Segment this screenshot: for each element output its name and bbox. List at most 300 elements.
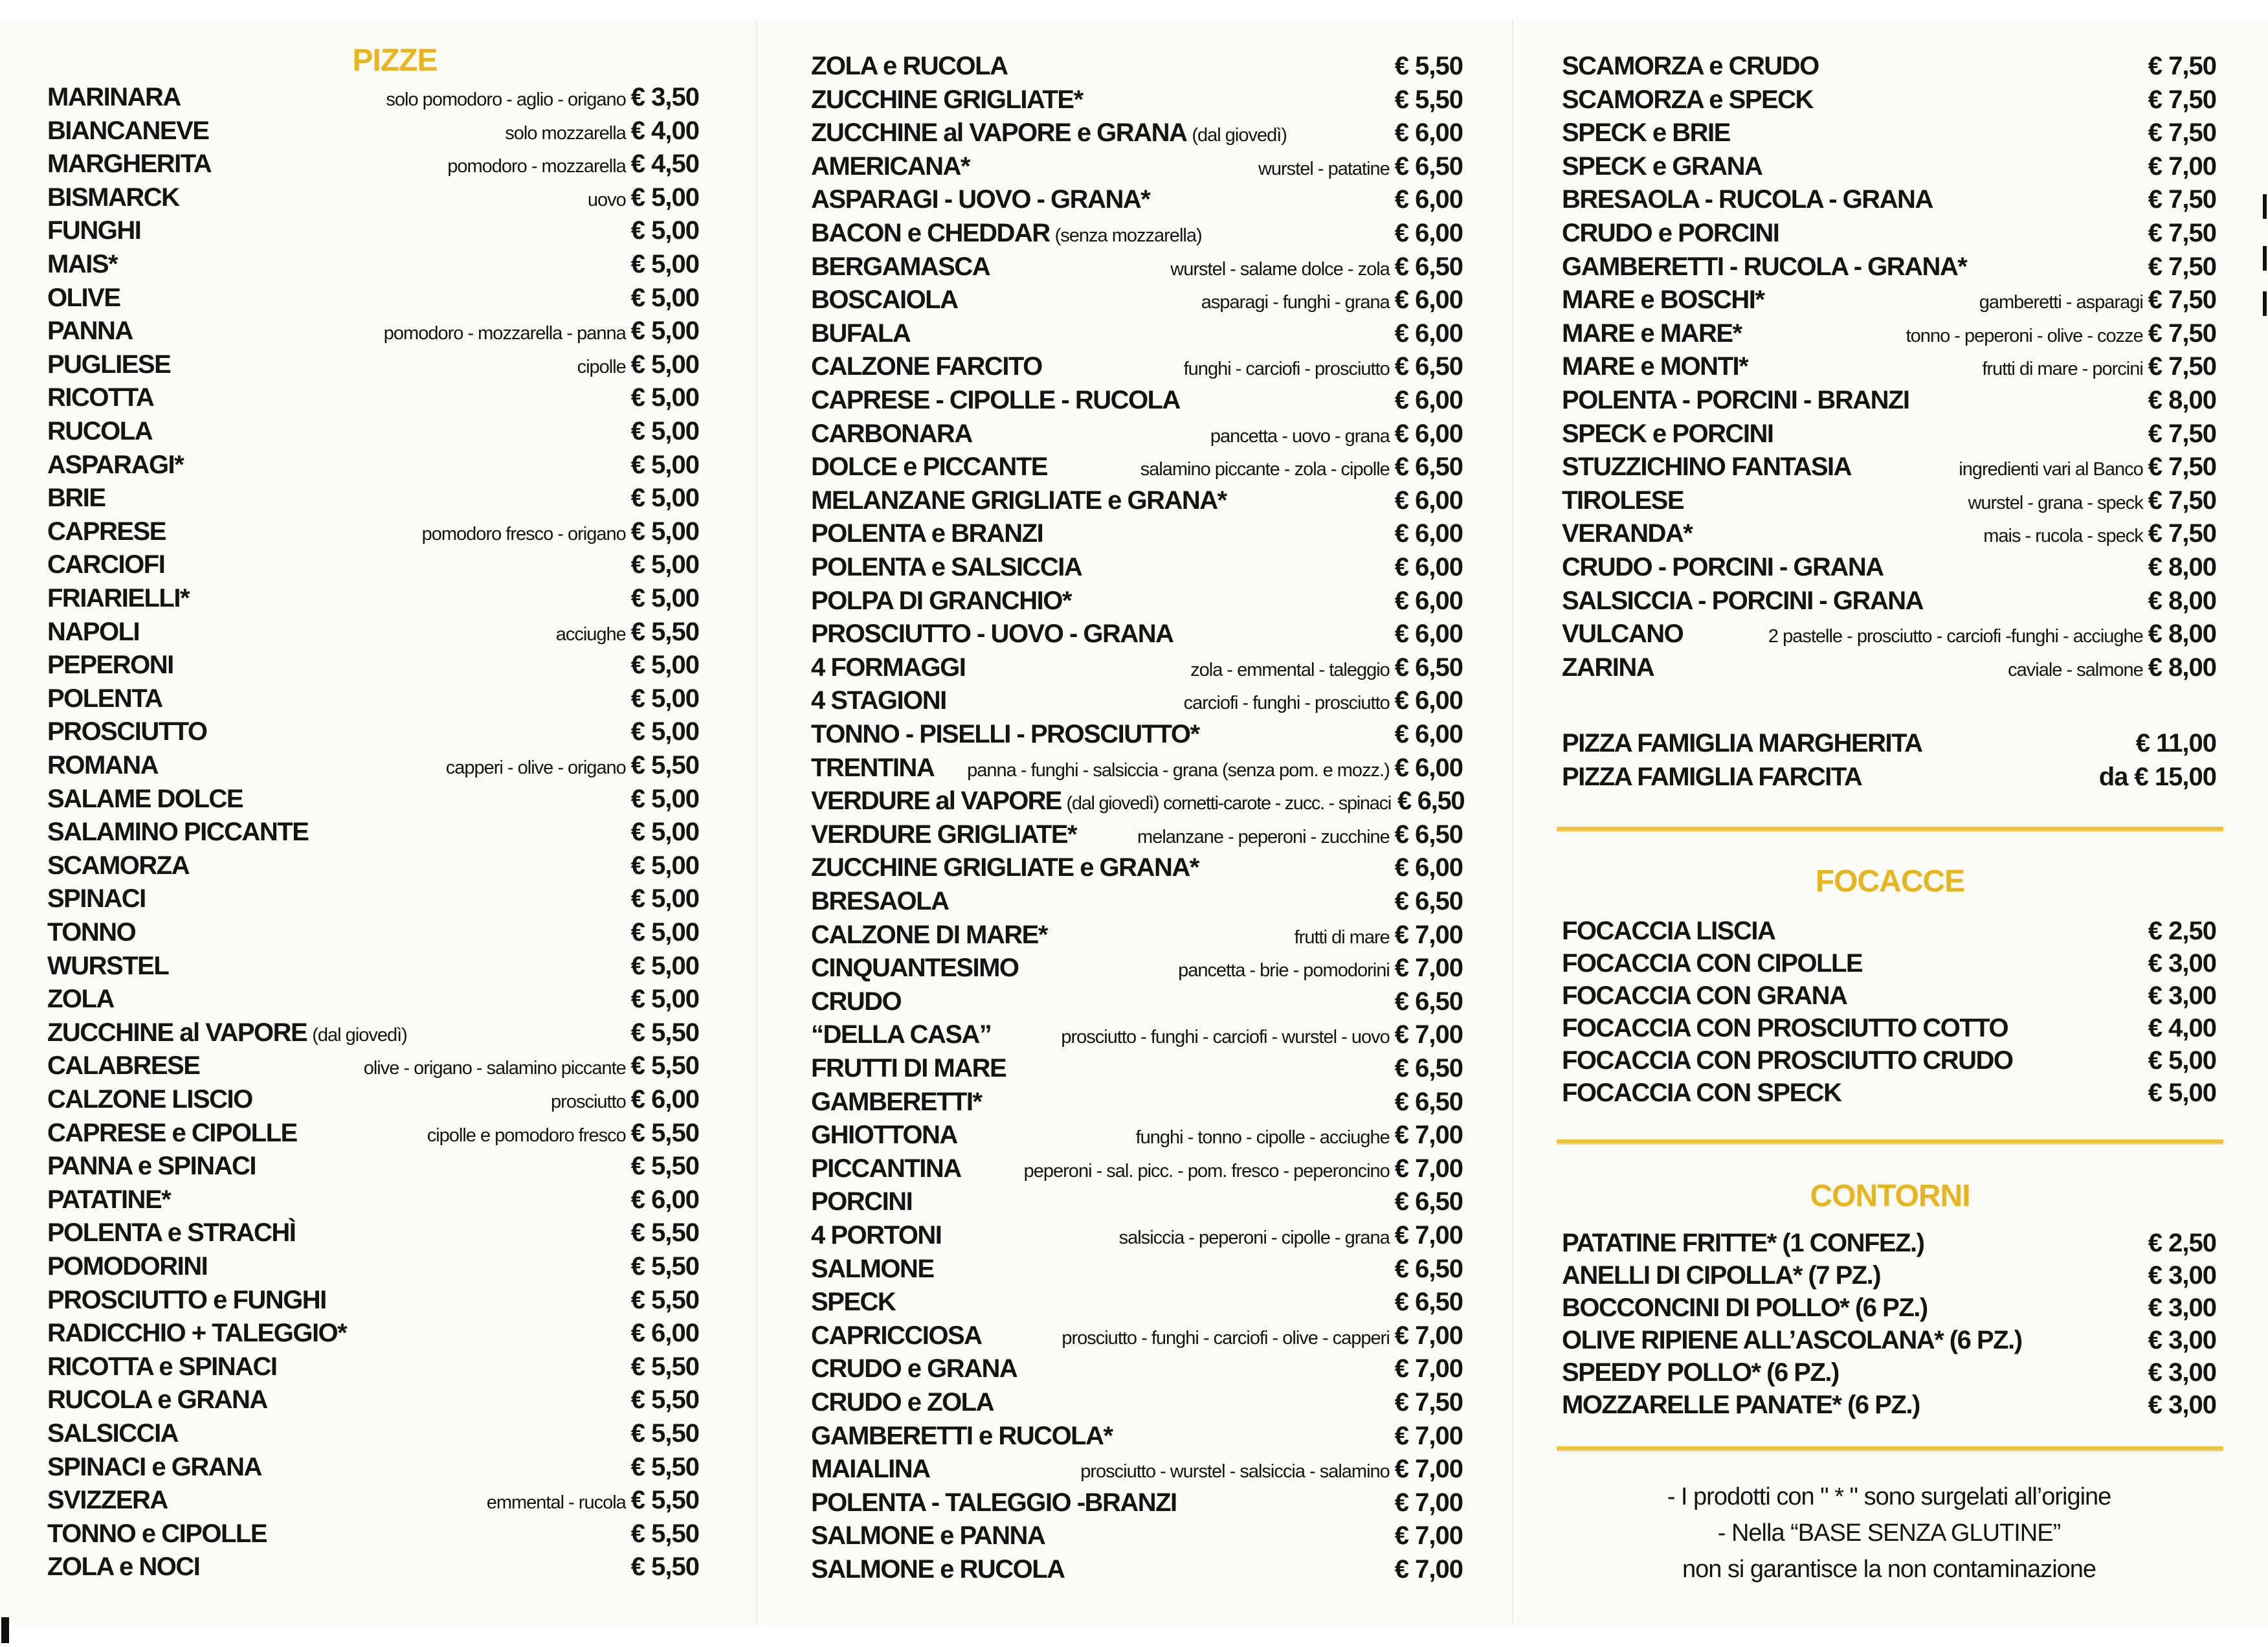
menu-item <box>47 1519 699 1553</box>
item-name: CARCIOFI <box>47 550 165 579</box>
item-name: CRUDO - PORCINI - GRANA <box>1562 553 1884 581</box>
item-right <box>1388 52 1463 81</box>
item-right <box>1388 219 1463 248</box>
item-ingredients: ingredienti vari al Banco <box>1959 459 2143 480</box>
item-price: € 6,50 <box>1394 820 1463 849</box>
item-price: € 8,00 <box>2148 553 2216 581</box>
item-name: TRENTINA <box>811 753 935 782</box>
item-price: € 5,00 <box>630 383 699 412</box>
item-price: € 11,00 <box>2135 729 2216 757</box>
item-price: € 5,50 <box>1394 52 1463 80</box>
item-price: € 5,50 <box>630 1051 699 1081</box>
item-right <box>2142 553 2216 582</box>
item-name: FOCACCIA CON CIPOLLE <box>1562 949 1863 978</box>
item-right <box>1973 286 2216 315</box>
menu-item <box>47 1552 699 1586</box>
scan-mark <box>2263 194 2267 219</box>
item-ingredients: uovo <box>587 189 626 210</box>
item-name: CRUDO e ZOLA <box>811 1388 994 1417</box>
menu-item <box>1562 352 2216 386</box>
menu-item <box>811 553 1463 587</box>
item-price: € 5,00 <box>630 818 699 847</box>
item-right <box>2093 763 2216 792</box>
item-price: € 7,50 <box>2148 52 2216 80</box>
item-right <box>1252 152 1463 181</box>
item-price: € 8,00 <box>2148 653 2216 682</box>
item-price: € 5,00 <box>630 851 699 880</box>
item-right <box>1977 519 2216 548</box>
item-name: GHIOTTONA <box>811 1121 957 1150</box>
section-title-contorni: CONTORNI <box>1810 1179 1970 1213</box>
item-name: BRIE <box>47 484 106 513</box>
item-name: MARE e MONTI* <box>1562 352 1748 381</box>
item-right <box>2142 1046 2216 1075</box>
item-name: SALAMINO PICCANTE <box>47 818 309 847</box>
item-name: BOSCAIOLA <box>811 286 958 315</box>
item-right <box>1054 1020 1463 1049</box>
menu-item <box>47 1018 699 1052</box>
item-name: ZOLA <box>47 985 114 1014</box>
item-ingredients: prosciutto - funghi - carciofi - wurstel - uovo <box>1061 1027 1390 1048</box>
menu-item <box>811 1187 1463 1221</box>
item-price: € 6,00 <box>1394 386 1463 414</box>
item-name: MAIALINA <box>811 1455 930 1484</box>
item-right <box>1195 286 1463 315</box>
item-right <box>2142 1079 2216 1108</box>
item-price: € 6,00 <box>1394 118 1463 148</box>
menu-item <box>47 751 699 785</box>
item-price: € 3,00 <box>2148 949 2216 978</box>
item-price: € 6,50 <box>1394 653 1463 682</box>
menu-item <box>811 185 1463 219</box>
menu-item <box>1562 286 2216 319</box>
item-right <box>2142 1326 2216 1355</box>
item-price: € 6,00 <box>1394 553 1463 581</box>
item-name: PANNA <box>47 317 133 346</box>
item-name: SPECK e GRANA <box>1562 151 1762 181</box>
item-name: TONNO <box>47 918 136 947</box>
item-price: € 3,00 <box>2148 1326 2216 1354</box>
menu-item <box>811 519 1463 553</box>
item-name: FOCACCIA CON PROSCIUTTO CRUDO <box>1562 1046 2013 1075</box>
menu-item <box>1562 1358 2216 1392</box>
fold-line <box>1512 19 1513 1625</box>
item-price: € 5,50 <box>630 1419 699 1448</box>
item-ingredients: emmental - rucola <box>486 1492 626 1514</box>
menu-item <box>47 350 699 384</box>
item-right <box>1177 352 1463 381</box>
item-name: GAMBERETTI - RUCOLA - GRANA* <box>1562 252 1967 281</box>
item-name: TONNO e CIPOLLE <box>47 1519 267 1548</box>
menu-item <box>811 1488 1463 1522</box>
item-right <box>1131 820 1463 849</box>
item-right <box>625 250 699 279</box>
item-name: PIZZA FAMIGLIA MARGHERITA <box>1562 729 1922 757</box>
item-right <box>625 1552 699 1582</box>
menu-item <box>811 219 1463 252</box>
item-name: RUCOLA <box>47 417 153 445</box>
item-right <box>1129 1121 1463 1150</box>
item-right <box>2142 949 2216 978</box>
footer-note-gluten: - Nella “BASE SENZA GLUTINE” <box>1717 1519 2061 1547</box>
menu-item <box>811 820 1463 854</box>
item-right <box>1134 453 1463 482</box>
item-right <box>1388 1422 1463 1451</box>
item-right <box>1388 1388 1463 1417</box>
item-ingredients: tonno - peperoni - olive - cozze <box>1906 325 2143 346</box>
menu-item <box>47 417 699 451</box>
item-note: (dal giovedì) <box>312 1024 407 1046</box>
scan-mark <box>1 1617 9 1643</box>
item-ingredients: solo mozzarella <box>505 122 626 144</box>
item-name: ZARINA <box>1562 653 1654 682</box>
menu-item <box>811 1388 1463 1422</box>
menu-item <box>47 985 699 1018</box>
menu-item <box>47 383 699 417</box>
item-name: PORCINI <box>811 1187 913 1216</box>
item-price: € 7,50 <box>1394 1388 1463 1417</box>
item-right <box>1900 319 2216 348</box>
item-name: WURSTEL <box>47 951 169 980</box>
item-price: € 7,00 <box>1394 1354 1463 1384</box>
item-name: FOCACCIA LISCIA <box>1562 917 1775 945</box>
menu-item <box>1562 1046 2216 1080</box>
item-right <box>1388 486 1463 515</box>
item-price: € 6,00 <box>1394 620 1463 649</box>
item-right <box>625 216 699 245</box>
item-name: CAPRESE e CIPOLLE <box>47 1118 297 1147</box>
item-right <box>1288 921 1463 950</box>
item-name: POLENTA e STRACHÌ <box>47 1218 296 1248</box>
item-right <box>625 1152 699 1181</box>
item-price: € 7,00 <box>1394 954 1463 983</box>
item-right <box>625 918 699 947</box>
item-price: € 7,00 <box>1394 1521 1463 1551</box>
item-ingredients: mais - rucola - speck <box>1983 526 2143 547</box>
item-ingredients: prosciutto <box>551 1092 626 1112</box>
item-right <box>379 83 699 112</box>
item-name: CRUDO <box>811 987 902 1016</box>
menu-item <box>1562 1391 2216 1424</box>
menu-item <box>811 1054 1463 1088</box>
menu-item <box>811 252 1463 286</box>
item-right <box>625 417 699 446</box>
menu-item <box>47 250 699 284</box>
item-right <box>2142 420 2216 449</box>
item-ingredients: pancetta - uovo - grana <box>1210 425 1390 447</box>
menu-item <box>47 550 699 584</box>
item-name: BISMARCK <box>47 183 179 212</box>
menu-item <box>47 1419 699 1453</box>
item-right <box>2142 1261 2216 1290</box>
item-name: SPECK e PORCINI <box>1562 419 1773 448</box>
menu-item <box>811 420 1463 453</box>
item-price: € 5,00 <box>630 884 699 913</box>
item-price: € 6,00 <box>1394 419 1463 448</box>
item-right <box>2142 1294 2216 1323</box>
menu-item <box>47 1385 699 1419</box>
menu-item <box>811 152 1463 186</box>
menu-item <box>47 785 699 818</box>
item-right <box>1388 1187 1463 1216</box>
item-right <box>1388 1354 1463 1384</box>
item-name: VERDURE al VAPORE <box>811 787 1062 816</box>
menu-item <box>811 954 1463 987</box>
item-price: € 6,00 <box>1394 586 1463 615</box>
item-ingredients: salsiccia - peperoni - cipolle - grana <box>1118 1227 1390 1248</box>
menu-item <box>811 887 1463 921</box>
item-right <box>625 1419 699 1448</box>
item-name: PUGLIESE <box>47 350 171 379</box>
item-price: € 6,00 <box>1394 486 1463 515</box>
menu-item <box>811 1221 1463 1255</box>
item-name: POLENTA e SALSICCIA <box>811 553 1082 581</box>
item-name: MARGHERITA <box>47 150 212 179</box>
item-price: € 2,50 <box>2148 917 2216 945</box>
item-price: € 7,50 <box>2148 219 2216 247</box>
item-right <box>625 584 699 613</box>
menu-item <box>811 853 1463 887</box>
menu-item <box>1562 252 2216 286</box>
item-price: € 5,00 <box>630 918 699 947</box>
item-name: DOLCE e PICCANTE <box>811 453 1047 482</box>
item-name: PROSCIUTTO e FUNGHI <box>47 1285 326 1314</box>
item-price: € 6,00 <box>630 1085 699 1114</box>
item-price: € 4,50 <box>630 150 699 179</box>
item-price: € 5,50 <box>630 1452 699 1481</box>
item-right <box>625 451 699 480</box>
item-right <box>416 517 699 546</box>
item-right <box>2142 386 2216 415</box>
item-ingredients: pomodoro fresco - origano <box>421 523 626 544</box>
item-price: € 6,50 <box>1394 1254 1463 1283</box>
menu-item <box>811 1121 1463 1154</box>
item-price: € 7,50 <box>2148 118 2216 148</box>
item-right <box>625 1352 699 1382</box>
item-name: SALSICCIA <box>47 1419 179 1448</box>
item-name: 4 FORMAGGI <box>811 653 966 682</box>
menu-item <box>47 1486 699 1519</box>
item-right <box>2142 252 2216 282</box>
item-ingredients: frutti di mare <box>1294 926 1390 948</box>
item-price: € 6,00 <box>1394 219 1463 247</box>
item-price: € 3,00 <box>2148 1261 2216 1290</box>
item-right <box>441 150 699 179</box>
item-price: € 6,00 <box>1394 753 1463 782</box>
menu-item <box>811 787 1463 820</box>
menu-item <box>1562 486 2216 520</box>
menu-item <box>47 1152 699 1185</box>
menu-item <box>811 1321 1463 1355</box>
item-right <box>625 884 699 913</box>
menu-item <box>47 717 699 751</box>
item-name: PIZZA FAMIGLIA FARCITA <box>1562 762 1862 791</box>
menu-item <box>47 1453 699 1486</box>
item-right <box>1204 420 1463 449</box>
menu-item <box>47 1085 699 1119</box>
footer-note-contamination: non si garantisce la non contaminazione <box>1682 1556 2096 1583</box>
menu-item <box>811 286 1463 319</box>
item-price: € 7,50 <box>2148 319 2216 348</box>
menu-item <box>1562 219 2216 252</box>
menu-item <box>1562 185 2216 219</box>
item-price: € 5,00 <box>630 651 699 680</box>
item-name: FUNGHI <box>47 216 141 245</box>
item-right <box>625 1252 699 1281</box>
item-name: PANNA e SPINACI <box>47 1152 256 1181</box>
item-right <box>625 484 699 513</box>
item-name: STUZZICHINO FANTASIA <box>1562 453 1852 482</box>
item-right <box>625 383 699 412</box>
item-name: BUFALA <box>811 319 911 348</box>
section-title-pizze: PIZZE <box>352 43 438 78</box>
item-ingredients: prosciutto - wurstel - salsiccia - salamino <box>1080 1461 1390 1483</box>
item-note: (dal giovedì) cornetti-carote - zucc. - spinaci <box>1066 793 1391 814</box>
item-price: € 5,50 <box>630 1218 699 1248</box>
item-name: SVIZZERA <box>47 1486 168 1515</box>
item-price: € 7,50 <box>2148 252 2216 281</box>
item-price: € 3,00 <box>2148 1294 2216 1322</box>
item-ingredients: olive - origano - salamino piccante <box>363 1058 626 1079</box>
menu-item <box>47 1286 699 1319</box>
item-ingredients: pancetta - brie - pomodorini <box>1178 960 1390 981</box>
item-name: CALZONE FARCITO <box>811 352 1042 381</box>
item-price: € 6,50 <box>1394 252 1463 281</box>
item-right <box>1388 85 1463 115</box>
fold-line <box>756 19 757 1625</box>
item-name: FRUTTI DI MARE <box>811 1054 1006 1082</box>
item-price: € 5,00 <box>630 717 699 746</box>
item-price: € 6,00 <box>1394 519 1463 548</box>
item-name: MAIS* <box>47 250 118 278</box>
item-ingredients: 2 pastelle - prosciutto - carciofi -funghi - acciughe <box>1768 626 2143 647</box>
item-ingredients: gamberetti - asparagi <box>1979 292 2143 313</box>
item-price: da € 15,00 <box>2098 762 2216 791</box>
item-name: BRESAOLA <box>811 887 949 915</box>
item-ingredients: capperi - olive - origano <box>445 757 626 778</box>
item-name: TIROLESE <box>1562 486 1684 515</box>
item-name: MARE e MARE* <box>1562 319 1742 348</box>
menu-item <box>1562 949 2216 983</box>
menu-item <box>47 1185 699 1219</box>
item-name: SPINACI e GRANA <box>47 1452 261 1481</box>
menu-item <box>1562 1261 2216 1295</box>
item-right <box>2142 587 2216 616</box>
item-price: € 5,00 <box>630 417 699 445</box>
item-right <box>1388 887 1463 916</box>
item-price: € 5,50 <box>630 1285 699 1314</box>
item-name: ZUCCHINE al VAPORE e GRANA <box>811 118 1187 148</box>
menu-item <box>47 918 699 952</box>
item-name: SPECK e BRIE <box>1562 118 1730 148</box>
item-right <box>1388 1088 1463 1117</box>
item-right <box>1172 954 1463 983</box>
menu-item <box>47 651 699 684</box>
menu-item <box>1562 1294 2216 1327</box>
item-name: OLIVE <box>47 283 120 312</box>
item-name: MOZZARELLE PANATE* (6 PZ.) <box>1562 1391 1920 1419</box>
item-price: € 3,50 <box>630 83 699 111</box>
item-right <box>1388 1288 1463 1317</box>
item-price: € 7,00 <box>1394 1321 1463 1350</box>
item-price: € 5,50 <box>630 1552 699 1582</box>
item-note: (senza mozzarella) <box>1054 225 1202 246</box>
item-ingredients: acciughe <box>555 623 626 645</box>
item-price: € 6,50 <box>1397 787 1465 816</box>
item-price: € 6,50 <box>1394 887 1463 915</box>
item-right <box>2142 85 2216 115</box>
item-name: RADICCHIO + TALEGGIO* <box>47 1319 347 1348</box>
menu-item <box>811 1354 1463 1388</box>
menu-item <box>1562 118 2216 152</box>
item-right <box>2129 729 2216 758</box>
item-ingredients: peperoni - sal. picc. - pom. fresco - peperoncino <box>1023 1160 1390 1182</box>
menu-item <box>47 517 699 551</box>
menu-item <box>47 484 699 517</box>
section-title-focacce: FOCACCE <box>1815 864 1965 899</box>
item-note: (dal giovedì) <box>1192 125 1287 146</box>
item-price: € 6,50 <box>1394 1087 1463 1116</box>
item-right <box>1388 1054 1463 1083</box>
item-name: BRESAOLA - RUCOLA - GRANA <box>1562 185 1933 214</box>
item-right <box>1388 587 1463 616</box>
item-right <box>1388 118 1463 148</box>
item-right <box>625 1185 699 1215</box>
menu-item <box>1562 763 2216 796</box>
menu-item <box>47 952 699 985</box>
item-right <box>498 117 699 146</box>
item-name: MARINARA <box>47 83 181 111</box>
item-ingredients: salamino piccante - zola - cipolle <box>1140 459 1390 480</box>
item-price: € 4,00 <box>630 116 699 145</box>
item-name: ZUCCHINE GRIGLIATE* <box>811 85 1083 114</box>
item-right <box>1017 1154 1463 1183</box>
item-price: € 3,00 <box>2148 981 2216 1010</box>
menu-item <box>811 686 1463 720</box>
item-price: € 5,00 <box>630 450 699 479</box>
item-name: CAPRESE <box>47 517 166 546</box>
item-name: FOCACCIA CON SPECK <box>1562 1079 1841 1107</box>
item-right <box>2142 1358 2216 1387</box>
item-name: ANELLI DI CIPOLLA* (7 PZ.) <box>1562 1261 1881 1290</box>
item-price: € 5,50 <box>630 1118 699 1147</box>
item-right <box>625 1519 699 1549</box>
item-price: € 6,50 <box>1394 352 1463 381</box>
menu-item <box>811 1088 1463 1121</box>
menu-item <box>47 1119 699 1152</box>
menu-item <box>47 1218 699 1252</box>
item-name: TONNO - PISELLI - PROSCIUTTO* <box>811 720 1199 748</box>
item-price: € 7,00 <box>1394 1488 1463 1517</box>
item-name: BOCCONCINI DI POLLO* (6 PZ.) <box>1562 1294 1928 1322</box>
item-ingredients: cipolle <box>577 356 626 377</box>
item-right <box>1177 686 1463 715</box>
item-right <box>571 350 699 379</box>
footer-notes <box>1562 1479 2216 1587</box>
item-price: € 5,00 <box>630 317 699 346</box>
menu-item <box>811 453 1463 486</box>
menu-item <box>1562 587 2216 620</box>
item-right <box>625 550 699 579</box>
item-right <box>625 1453 699 1482</box>
item-ingredients: melanzane - peperoni - zucchine <box>1137 826 1390 847</box>
item-right <box>1388 386 1463 415</box>
menu-item <box>1562 319 2216 353</box>
item-price: € 5,50 <box>630 1519 699 1548</box>
item-price: € 4,00 <box>2148 1014 2216 1042</box>
item-price: € 6,50 <box>1394 453 1463 482</box>
item-price: € 5,00 <box>630 183 699 212</box>
